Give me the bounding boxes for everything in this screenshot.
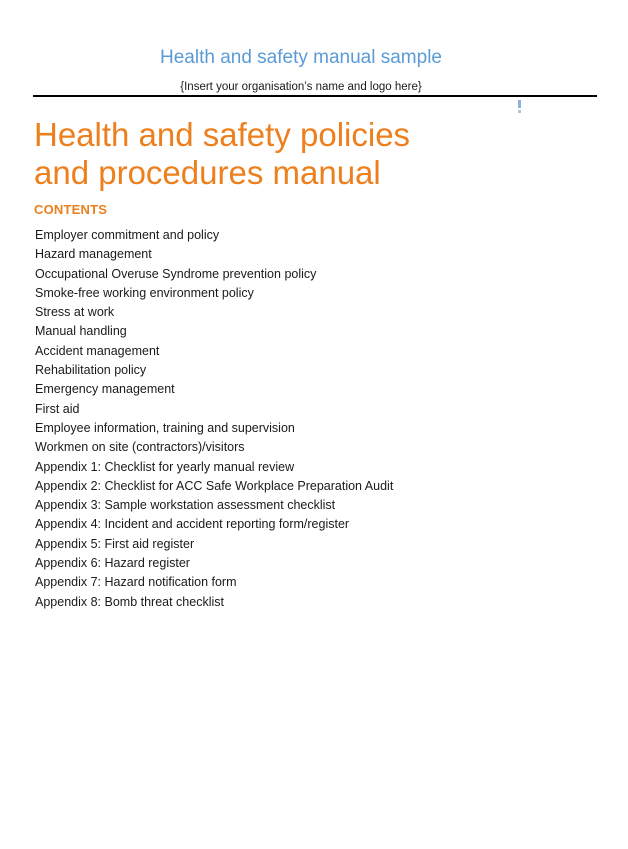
contents-item: Appendix 5: First aid register [35, 536, 195, 551]
contents-item: Smoke-free working environment policy [35, 285, 254, 300]
contents-item: Appendix 6: Hazard register [35, 556, 190, 571]
contents-item: Appendix 2: Checklist for ACC Safe Workplace Preparation Audit [35, 478, 394, 493]
contents-item: Appendix 3: Sample workstation assessment checklist [35, 498, 336, 513]
contents-item: Hazard management [35, 247, 152, 262]
contents-item: Rehabilitation policy [35, 363, 147, 378]
header-subtitle-placeholder: {Insert your organisation’s name and logo here} [180, 81, 422, 93]
contents-item: Appendix 4: Incident and accident reporting form/register [35, 517, 350, 532]
contents-item: Workmen on site (contractors)/visitors [35, 440, 245, 455]
contents-item: Employer commitment and policy [35, 228, 220, 242]
contents-item: Appendix 1: Checklist for yearly manual review [35, 459, 295, 474]
header-rule [33, 95, 597, 97]
contents-item: Manual handling [35, 324, 127, 339]
contents-item: Appendix 8: Bomb threat checklist [35, 594, 224, 609]
text-cursor-mark [518, 100, 521, 113]
document-body [34, 116, 628, 612]
contents-item: First aid [35, 401, 80, 416]
contents-item: Accident management [35, 343, 160, 358]
contents-item: Occupational Overuse Syndrome prevention policy [35, 266, 317, 281]
document-header [0, 46, 628, 97]
contents-item: Employee information, training and supervision [35, 420, 295, 435]
text-cursor-mark-dot [518, 110, 521, 113]
contents-item: Appendix 7: Hazard notification form [35, 575, 237, 590]
contents-list [34, 226, 628, 612]
contents-item: Emergency management [35, 382, 175, 397]
document-title: Health and safety policies and procedures manual [34, 116, 411, 191]
text-cursor-mark-bar [518, 100, 521, 108]
header-title: Health and safety manual sample [160, 47, 442, 68]
contents-item: Stress at work [35, 305, 115, 320]
contents-heading: CONTENTS [34, 202, 108, 217]
